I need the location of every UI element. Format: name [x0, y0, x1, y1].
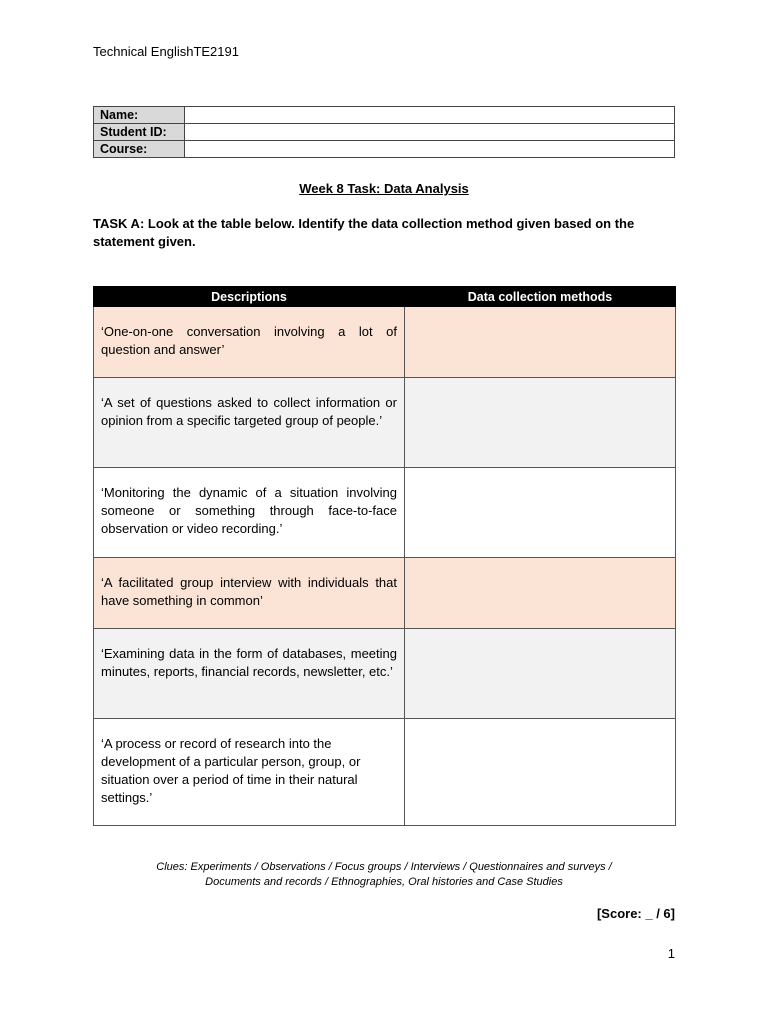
page-title: Week 8 Task: Data Analysis — [299, 181, 469, 196]
info-row-name — [94, 107, 675, 124]
table-row — [94, 629, 676, 719]
student-id-label: Student ID: — [94, 124, 185, 141]
answer-cell[interactable] — [405, 629, 676, 719]
answer-cell[interactable] — [405, 468, 676, 558]
score-label: [Score: _ / 6] — [596, 906, 675, 921]
clues-line-2: Documents and records / Ethnographies, Oral histories and Case Studies — [205, 876, 563, 888]
description-cell: ‘A process or record of research into the development of a particular person, group, or situation over a period of time in their natural settings.’ — [94, 719, 405, 826]
table-row — [94, 719, 676, 826]
info-row-course — [94, 141, 675, 158]
document-header: Technical EnglishTE2191 — [93, 44, 239, 59]
clues-line-1: Clues: Experiments / Observations / Focus groups / Interviews / Questionnaires and surveys / — [156, 861, 612, 873]
course-label: Course: — [94, 141, 185, 158]
methods-header: Data collection methods — [405, 287, 676, 307]
answer-cell[interactable] — [405, 558, 676, 629]
description-cell: ‘Examining data in the form of databases, meeting minutes, reports, financial records, newsletter, etc.’ — [94, 629, 405, 719]
name-field[interactable] — [185, 107, 675, 124]
description-cell: ‘One-on-one conversation involving a lot of question and answer’ — [94, 307, 405, 378]
descriptions-header: Descriptions — [94, 287, 405, 307]
table-row — [94, 378, 676, 468]
description-cell: ‘A facilitated group interview with individuals that have something in common’ — [94, 558, 405, 629]
page-number: 1 — [667, 946, 675, 961]
answer-cell[interactable] — [405, 378, 676, 468]
answer-cell[interactable] — [405, 307, 676, 378]
student-id-field[interactable] — [185, 124, 675, 141]
course-field[interactable] — [185, 141, 675, 158]
table-row — [94, 558, 676, 629]
table-row — [94, 307, 676, 378]
name-label: Name: — [94, 107, 185, 124]
clues-text — [0, 860, 768, 890]
answer-cell[interactable] — [405, 719, 676, 826]
student-info-table — [93, 106, 675, 158]
info-row-student-id — [94, 124, 675, 141]
description-cell: ‘Monitoring the dynamic of a situation involving someone or something through face-to-face observation or video recording.’ — [94, 468, 405, 558]
task-instruction: TASK A: Look at the table below. Identify the data collection method given based on the statement given. — [93, 216, 635, 249]
table-row — [94, 468, 676, 558]
table-header-row — [94, 287, 676, 307]
description-cell: ‘A set of questions asked to collect information or opinion from a specific targeted group of people.’ — [94, 378, 405, 468]
data-methods-table — [93, 286, 676, 826]
